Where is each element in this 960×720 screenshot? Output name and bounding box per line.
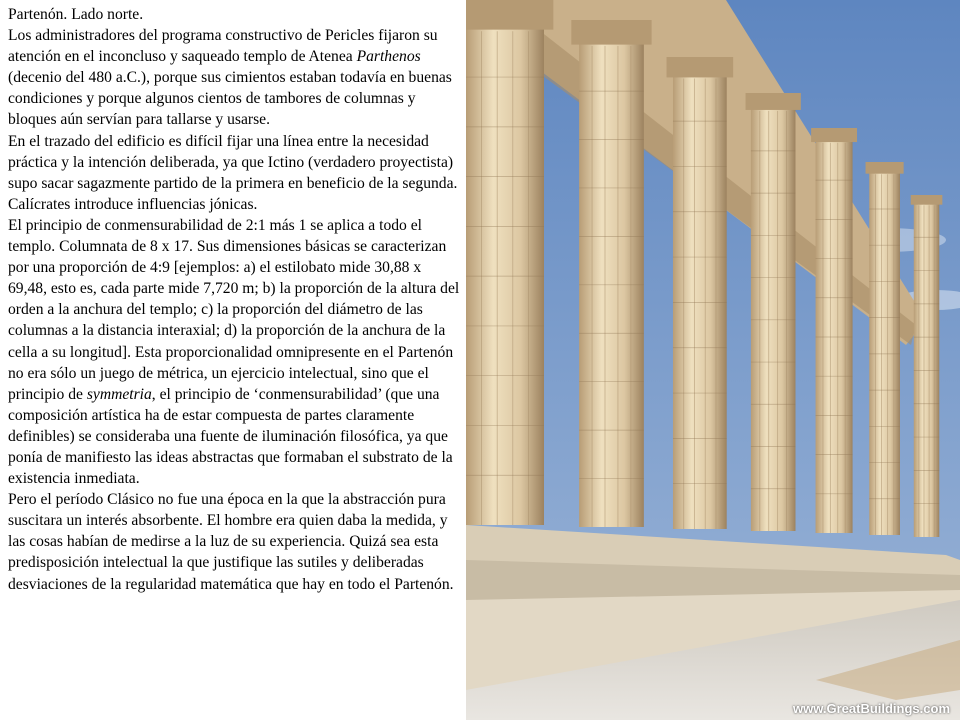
paragraph-1 [8, 25, 464, 130]
paragraph-3-italic: symmetria [86, 385, 152, 403]
column-capital [811, 128, 857, 142]
photo-credit: www.GreatBuildings.com [793, 701, 950, 716]
paragraph-1-text-end: (decenio del 480 a.C.), porque sus cimientos estaban todavía en buenas condiciones y porque algunos cientos de tambores de columnas y bloques aún servían para tallarse y usarse. [8, 69, 452, 129]
paragraph-4: Pero el período Clásico no fue una época en la que la abstracción pura suscitara un interés absorbente. El hombre era quien daba la medida, y las cosas habían de medirse a la luz de su experiencia. Quizá sea esta predisposición intelectual la que justifique las sutiles y deliberadas desviaciones de la regularidad matemática que hay en todo el Partenón. [8, 491, 454, 593]
article-text [8, 4, 464, 595]
paragraph-1-italic: Parthenos [356, 48, 421, 66]
paragraph-2: En el trazado del edificio es difícil fijar una línea entre la necesidad práctica y la intención deliberada, ya que Ictino (verdadero proyectista) supo sacar sagazmente partido de la primera en beneficio de la segunda. Calícrates introduce influencias jónicas. [8, 132, 458, 213]
column-capital [746, 93, 801, 110]
column-capital [866, 162, 904, 174]
paragraph-3 [8, 215, 464, 489]
parthenon-photo [466, 0, 960, 720]
paragraph-3-text-end: , el principio de ‘conmensurabilidad’ (que una composición artística ha de estar compuesta de partes claramente definibles) se consideraba una fuente de iluminación filosófica, ya que ponía de manifiesto las ideas abstractas que formaban el substrato de la existencia inmediata. [8, 385, 453, 488]
paragraph-3-text: El principio de conmensurabilidad de 2:1 más 1 se aplica a todo el templo. Columnata de 8 x 17. Sus dimensiones básicas se caracterizan por una proporción de 4:9 [ejemplos: a) el estilobato mide 30,88 x 69,48, esto es, cada parte mide 7,720 m; b) la proporción de la altura del orden a la anchura del templo; c) la proporción del diámetro de las columnas a la distancia interaxial; d) la proporción de la anchura de la cella a su longitud]. Esta proporcionalidad omnipresente en el Partenón no era sólo un juego de métrica, un ejercicio intelectual, sino que el principio de [8, 216, 460, 403]
paragraph-1-text: Los administradores del programa constructivo de Pericles fijaron su atención en el inconcluso y saqueado templo de Atenea [8, 27, 438, 66]
column-capital [667, 57, 734, 77]
column-capital [466, 0, 553, 30]
article-title: Partenón. Lado norte. [8, 6, 144, 23]
column-capital [911, 195, 943, 205]
column-capital [571, 20, 651, 45]
parthenon-photo-drawing [466, 0, 960, 720]
